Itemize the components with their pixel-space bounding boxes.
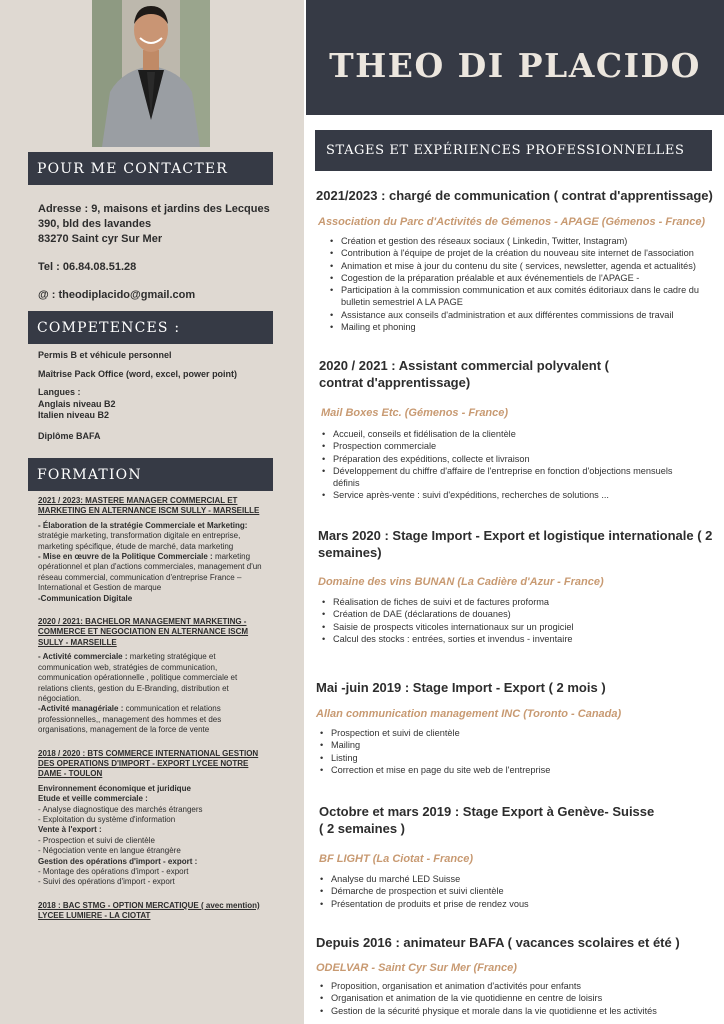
experience-entry	[316, 357, 673, 502]
formation-detail: Vente à l'export :	[38, 825, 102, 835]
experience-title: Octobre et mars 2019 : Stage Export à Genève- Suisse ( 2 semaines )	[319, 804, 655, 836]
experience-bullet: • Correction et mise en page du site web de l'entreprise	[320, 764, 716, 776]
contact-phone: Tel : 06.84.08.51.28	[38, 261, 137, 273]
competence-italien: Italien niveau B2	[38, 410, 110, 420]
profile-photo	[92, 0, 210, 147]
experience-bullet: • Animation et mise à jour du contenu du site ( services, newsletter, agenda et actualités)	[330, 260, 716, 272]
experience-bullet: • Service après-vente : suivi d'expéditions, recherches de solutions ...	[322, 489, 718, 501]
experience-bullet: • Création de DAE (déclarations de douanes)	[322, 608, 716, 620]
formation-detail: Gestion des opérations d'import - export :	[38, 856, 198, 866]
contact-email: @ : theodiplacido@gmail.com	[38, 289, 196, 301]
experience-bullet: • Mailing et phoning	[330, 321, 716, 333]
experiences-section-header: STAGES ET EXPÉRIENCES PROFESSIONNELLES	[315, 130, 712, 171]
formation-heading: 2021 / 2023: MASTERE MANAGER COMMERCIAL ET MARKETING EN ALTERNANCE ISCM SULLY - MARSEILLE	[38, 496, 260, 516]
formation-detail: - Élaboration de la stratégie Commerciale et Marketing: stratégie marketing, transformation digitale en entreprise, marketing spécifique, étude de marché, data marketing	[38, 520, 248, 551]
formation-heading: 2018 / 2020 : BTS COMMERCE INTERNATIONAL GESTION DES OPERATIONS D'IMPORT - EXPORT LYCEE NOTRE DAME - TOULON	[38, 748, 259, 779]
formation-entry	[38, 617, 266, 735]
contact-block	[38, 202, 288, 303]
left-column	[0, 0, 304, 1024]
experience-company: BF LIGHT (La Ciotat - France)	[319, 853, 473, 865]
formation-detail: - Activité commerciale : marketing stratégique et communication web, stratégies de communication, communication opérationnelle , politique commerciale et relations clients, gestion du E-Branding, distribution et négociation.	[38, 652, 238, 703]
experience-entry	[316, 679, 716, 776]
formation-detail: Etude et veille commerciale :	[38, 794, 148, 804]
experience-title: 2020 / 2021 : Assistant commercial polyvalent ( contrat d'apprentissage)	[319, 358, 609, 390]
experience-company: Allan communication management INC (Toronto - Canada)	[316, 708, 622, 720]
competence-bafa: Diplôme BAFA	[38, 430, 101, 441]
competence-langues-label: Langues :	[38, 387, 81, 397]
formation-detail: -Activité managériale : communication et relations professionnelles,, management des hommes et des organisations, management de la force de vente	[38, 704, 222, 735]
formation-entry	[38, 749, 266, 888]
experience-bullet: • Réalisation de fiches de suivi et de factures proforma	[322, 596, 716, 608]
experience-bullet: • Prospection et suivi de clientèle	[320, 727, 716, 739]
contact-address-line-1: Adresse : 9, maisons et jardins des Lecques	[38, 203, 270, 215]
contact-section-header: POUR ME CONTACTER	[28, 152, 273, 185]
competences-section-header: COMPETENCES :	[28, 311, 273, 344]
experience-bullet: • Création et gestion des réseaux sociaux ( Linkedin, Twitter, Instagram)	[330, 235, 716, 247]
formation-section-header: FORMATION	[28, 458, 273, 491]
experience-bullet: • Mailing	[320, 739, 716, 751]
contact-address-line-3: 83270 Saint cyr Sur Mer	[38, 233, 163, 245]
experience-title: Depuis 2016 : animateur BAFA ( vacances scolaires et été )	[316, 935, 680, 950]
formation-entry	[38, 901, 266, 922]
experience-entry	[316, 527, 716, 645]
experience-title: Mai -juin 2019 : Stage Import - Export ( 2 mois )	[316, 680, 606, 695]
formation-detail: - Prospection et suivi de clientèle	[38, 835, 155, 845]
formation-detail: - Analyse diagnostique des marchés étrangers	[38, 804, 203, 814]
experience-bullet: • Analyse du marché LED Suisse	[320, 873, 656, 885]
experience-bullet: • Préparation des expéditions, collecte et livraison	[322, 453, 718, 465]
formation-detail: - Mise en œuvre de la Politique Commerciale : marketing opérationnel et plan d'actions commerciales, management d'un réseau commercial, communication d'entreprise France – International et Gestion de marque	[38, 552, 262, 593]
experience-bullet: • Prospection commerciale	[322, 440, 718, 452]
experience-bullet: • Développement du chiffre d'affaire de l'entreprise en fonction d'objections mensuels définis	[322, 465, 682, 490]
formation-detail: Environnement économique et juridique	[38, 783, 191, 793]
experience-bullet: • Cogestion de la préparation préalable et aux événementiels de l'APAGE -	[330, 272, 716, 284]
experience-company: Mail Boxes Etc. (Gémenos - France)	[321, 407, 509, 419]
experience-company: ODELVAR - Saint Cyr Sur Mer (France)	[316, 962, 517, 974]
experience-company: Association du Parc d'Activités de Gémenos - APAGE (Gémenos - France)	[318, 216, 706, 228]
experience-title: 2021/2023 : chargé de communication ( contrat d'apprentissage)	[316, 188, 713, 203]
experience-company: Domaine des vins BUNAN (La Cadière d'Azur - France)	[318, 576, 604, 588]
competence-office: Maîtrise Pack Office (word, excel, power point)	[38, 368, 238, 379]
experience-bullet: • Listing	[320, 752, 716, 764]
experience-bullet: • Gestion de la sécurité physique et morale dans la vie quotidienne et les activités	[320, 1005, 716, 1017]
experience-entry	[316, 934, 716, 1017]
formation-detail: - Négociation vente en langue étrangère	[38, 846, 181, 856]
experience-bullet: • Accueil, conseils et fidélisation de la clientèle	[322, 428, 718, 440]
candidate-name: THEO DI PLACIDO	[329, 46, 701, 85]
formation-detail: - Suivi des opérations d'import - export	[38, 877, 175, 887]
competences-block	[38, 350, 288, 442]
experience-bullet: • Proposition, organisation et animation d'activités pour enfants	[320, 980, 716, 992]
experience-bullet: • Organisation et animation de la vie quotidienne en centre de loisirs	[320, 992, 716, 1004]
formation-heading: 2018 : BAC STMG - OPTION MERCATIQUE ( avec mention) LYCEE LUMIERE - LA CIOTAT	[38, 900, 260, 921]
contact-address-line-2: 390, bld des lavandes	[38, 218, 152, 230]
formation-detail: - Exploitation du système d'information	[38, 814, 176, 824]
experience-bullet: • Assistance aux conseils d'administration et aux différentes commissions de travail	[330, 309, 716, 321]
formation-block	[38, 496, 266, 922]
experience-entry	[316, 187, 716, 333]
formation-detail: -Communication Digitale	[38, 593, 133, 603]
competence-anglais: Anglais niveau B2	[38, 398, 116, 409]
formation-detail: - Montage des opérations d'import - export	[38, 867, 189, 876]
experience-bullet: • Démarche de prospection et suivi clientèle	[320, 885, 656, 897]
competence-permis: Permis B et véhicule personnel	[38, 350, 172, 360]
formation-heading: 2020 / 2021: BACHELOR MANAGEMENT MARKETING - COMMERCE ET NEGOCIATION EN ALTERNANCE ISCM SULLY - MARSEILLE	[38, 617, 249, 647]
experience-bullet: • Contribution à l'équipe de projet de la création du nouveau site internet de l'association	[330, 247, 716, 259]
experience-title: Mars 2020 : Stage Import - Export et logistique internationale ( 2 semaines)	[318, 528, 713, 560]
experience-bullet: • Participation à la commission communication et aux comités éditoriaux dans le cadre du bulletin semestriel A LA PAGE	[330, 284, 716, 309]
experience-bullet: • Présentation de produits et prise de rendez vous	[320, 898, 656, 910]
experience-bullet: • Calcul des stocks : entrées, sorties et invendus - inventaire	[322, 633, 716, 645]
experience-bullet: • Saisie de prospects viticoles internationaux sur un progiciel	[322, 621, 716, 633]
experience-entry	[316, 803, 656, 910]
formation-entry	[38, 496, 266, 604]
